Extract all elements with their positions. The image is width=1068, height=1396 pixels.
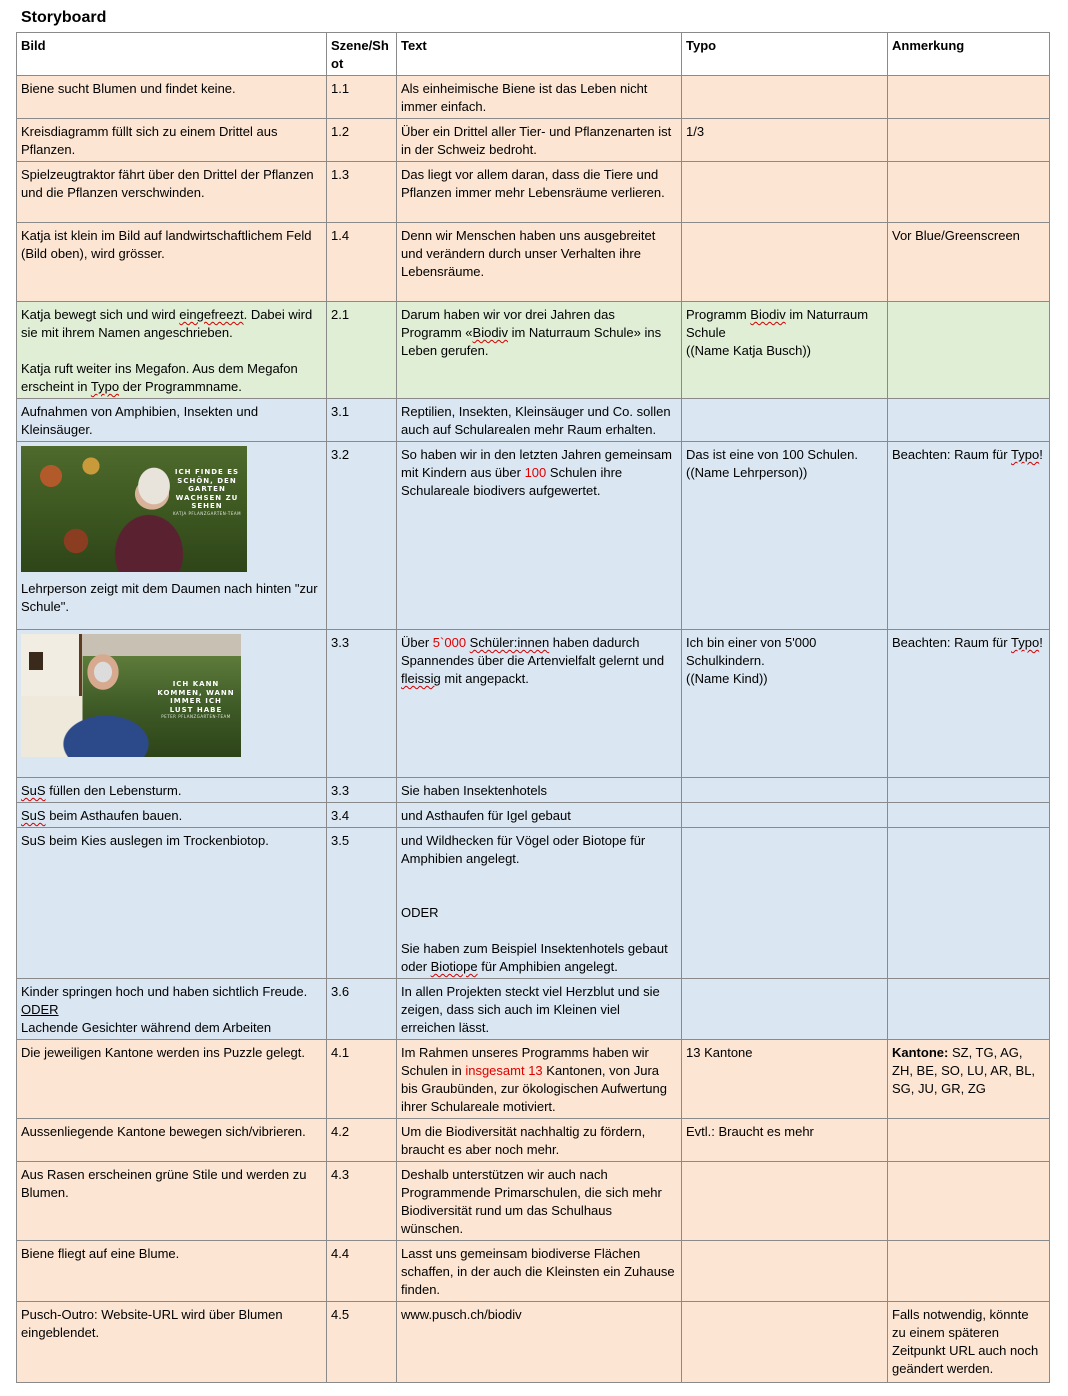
table-row xyxy=(17,1302,1050,1383)
typo-part: ((Name Kind)) xyxy=(686,671,768,686)
cell-szene: 3.4 xyxy=(327,803,397,828)
bild-text: füllen den Lebensturm. xyxy=(45,783,182,798)
bild-text: beim Asthaufen bauen. xyxy=(45,808,183,823)
cell-bild: Biene sucht Blumen und findet keine. xyxy=(17,76,327,119)
cell-szene: 3.2 xyxy=(327,442,397,630)
table-row xyxy=(17,630,1050,778)
text-or: ODER xyxy=(401,905,439,920)
cell-typo xyxy=(682,1302,888,1383)
typo-part: Ich bin einer von 5'000 Schulkindern. xyxy=(686,635,817,668)
anm-part: Beachten: Raum für xyxy=(892,635,1011,650)
text-spellcheck: Biodiv xyxy=(472,325,508,340)
cell-anmerkung xyxy=(888,630,1050,778)
cell-text: Um die Biodiversität nachhaltig zu fördern, braucht es aber noch mehr. xyxy=(397,1119,682,1162)
header-typo: Typo xyxy=(682,33,888,76)
cell-typo xyxy=(682,302,888,399)
cell-text: In allen Projekten steckt viel Herzblut und sie zeigen, dass sich auch im Kleinen viel erreichen lässt. xyxy=(397,979,682,1040)
bild-text: der Programmname. xyxy=(119,379,242,394)
photo-teacher-garden xyxy=(21,446,247,572)
cell-szene: 3.6 xyxy=(327,979,397,1040)
cell-szene: 1.3 xyxy=(327,162,397,223)
document-title: Storyboard xyxy=(21,9,107,26)
cell-bild xyxy=(17,803,327,828)
cell-anmerkung xyxy=(888,162,1050,223)
cell-bild: Spielzeugtraktor fährt über den Drittel der Pflanzen und die Pflanzen verschwinden. xyxy=(17,162,327,223)
cell-typo xyxy=(682,630,888,778)
anm-part: ! xyxy=(1039,447,1043,462)
cell-bild: Die jeweiligen Kantone werden ins Puzzle gelegt. xyxy=(17,1040,327,1119)
cell-bild xyxy=(17,979,327,1040)
cell-typo xyxy=(682,162,888,223)
cell-typo: 13 Kantone xyxy=(682,1040,888,1119)
cell-typo xyxy=(682,979,888,1040)
cell-anmerkung xyxy=(888,302,1050,399)
cell-anmerkung xyxy=(888,119,1050,162)
text-spellcheck: Schüler:innen xyxy=(469,635,550,650)
cell-text xyxy=(397,1040,682,1119)
photo-man-garden xyxy=(21,634,241,757)
cell-text xyxy=(397,442,682,630)
cell-bild xyxy=(17,442,327,630)
table-row xyxy=(17,979,1050,1040)
cell-text xyxy=(397,630,682,778)
cell-szene: 3.1 xyxy=(327,399,397,442)
typo-part: Programm xyxy=(686,307,751,322)
text-part: Darum haben wir vor drei Jahren das Programm « xyxy=(401,307,615,340)
bild-text-spellcheck: eingefreezt xyxy=(179,307,244,322)
table-row xyxy=(17,1162,1050,1241)
text-part: Im Rahmen unseres Programms haben wir Schulen in xyxy=(401,1045,649,1078)
table-row xyxy=(17,1119,1050,1162)
cell-bild: SuS beim Kies auslegen im Trockenbiotop. xyxy=(17,828,327,979)
anm-part: SZ, TG, AG, ZH, BE, SO, LU, AR, BL, SG, JU, GR, ZG xyxy=(892,1045,1036,1096)
cell-bild xyxy=(17,630,327,778)
header-szene: Szene/Sh ot xyxy=(327,33,397,76)
cell-szene: 3.3 xyxy=(327,630,397,778)
anm-part: ! xyxy=(1039,635,1043,650)
storyboard-table xyxy=(16,32,1050,1383)
cell-szene: 3.3 xyxy=(327,778,397,803)
photo-quote: ICH FINDE ES SCHÖN, DEN GARTEN WACHSEN ZU SEHEN xyxy=(174,468,240,510)
cell-anmerkung xyxy=(888,399,1050,442)
cell-text: Deshalb unterstützen wir auch nach Programmende Primarschulen, die sich mehr Biodiversität rund um das Schulhaus wünschen. xyxy=(397,1162,682,1241)
header-text: Text xyxy=(397,33,682,76)
cell-szene: 2.1 xyxy=(327,302,397,399)
typo-part: ((Name Lehrperson)) xyxy=(686,465,808,480)
cell-anmerkung xyxy=(888,1040,1050,1119)
cell-szene: 1.1 xyxy=(327,76,397,119)
cell-szene: 4.5 xyxy=(327,1302,397,1383)
cell-anmerkung xyxy=(888,442,1050,630)
cell-anmerkung xyxy=(888,803,1050,828)
bild-text: Kinder springen hoch und haben sichtlich Freude. xyxy=(21,984,308,999)
photo-caption: PETER PFLANZGARTEN-TEAM xyxy=(161,714,231,719)
cell-typo xyxy=(682,1241,888,1302)
text-part: im Naturraum Schule» ins Leben gerufen. xyxy=(401,325,662,358)
text-part: Kantonen, von Jura bis Graubünden, zur ökologischen Aufwertung ihrer Schulareale motiviert. xyxy=(401,1063,667,1114)
bild-text: Lachende Gesichter während dem Arbeiten xyxy=(21,1020,272,1035)
photo-quote: ICH KANN KOMMEN, WANN IMMER ICH LUST HABE xyxy=(157,680,235,714)
table-row xyxy=(17,1040,1050,1119)
table-row xyxy=(17,399,1050,442)
text-part: So haben wir in den letzten Jahren gemeinsam mit Kindern aus über xyxy=(401,447,672,480)
table-row xyxy=(17,828,1050,979)
table-row xyxy=(17,803,1050,828)
cell-szene: 1.2 xyxy=(327,119,397,162)
table-row xyxy=(17,223,1050,302)
cell-anmerkung xyxy=(888,979,1050,1040)
cell-text xyxy=(397,302,682,399)
cell-typo xyxy=(682,76,888,119)
cell-text xyxy=(397,828,682,979)
cell-typo: Evtl.: Braucht es mehr xyxy=(682,1119,888,1162)
header-anmerkung: Anmerkung xyxy=(888,33,1050,76)
cell-bild: Aus Rasen erscheinen grüne Stile und werden zu Blumen. xyxy=(17,1162,327,1241)
cell-anmerkung: Falls notwendig, könnte zu einem späteren Zeitpunkt URL auch noch geändert werden. xyxy=(888,1302,1050,1383)
bild-text-spellcheck: Typo xyxy=(90,379,120,394)
text-highlight: 100 xyxy=(524,465,547,480)
table-row xyxy=(17,778,1050,803)
text-part: mit angepackt. xyxy=(440,671,529,686)
text-part: Schulen ihre Schulareale biodivers aufgewertet. xyxy=(401,465,623,498)
text-highlight: 5`000 xyxy=(432,635,467,650)
table-row xyxy=(17,162,1050,223)
cell-anmerkung xyxy=(888,828,1050,979)
cell-bild: Biene fliegt auf eine Blume. xyxy=(17,1241,327,1302)
bild-text: Lehrperson zeigt mit dem Daumen nach hinten "zur Schule". xyxy=(21,581,318,614)
cell-anmerkung xyxy=(888,76,1050,119)
text-part: haben dadurch Spannendes über die Artenvielfalt gelernt und xyxy=(401,635,665,668)
cell-text: Reptilien, Insekten, Kleinsäuger und Co. sollen auch auf Schularealen mehr Raum erhalten. xyxy=(397,399,682,442)
cell-anmerkung: Vor Blue/Greenscreen xyxy=(888,223,1050,302)
photo-caption: KATJA PFLANZGARTEN-TEAM xyxy=(172,510,242,516)
cell-bild xyxy=(17,778,327,803)
cell-text: Lasst uns gemeinsam biodiverse Flächen schaffen, in der auch die Kleinsten ein Zuhause finden. xyxy=(397,1241,682,1302)
cell-typo: 1/3 xyxy=(682,119,888,162)
cell-anmerkung xyxy=(888,1162,1050,1241)
cell-szene: 3.5 xyxy=(327,828,397,979)
table-row xyxy=(17,442,1050,630)
bild-spellcheck: SuS xyxy=(21,808,46,823)
table-row xyxy=(17,1241,1050,1302)
cell-typo xyxy=(682,778,888,803)
cell-typo xyxy=(682,1162,888,1241)
cell-text: Das liegt vor allem daran, dass die Tiere und Pflanzen immer mehr Lebensräume verlieren. xyxy=(397,162,682,223)
anm-part: Beachten: Raum für xyxy=(892,447,1011,462)
text-highlight: insgesamt 13 xyxy=(465,1063,543,1078)
photo-house xyxy=(21,634,82,696)
cell-text: Sie haben Insektenhotels xyxy=(397,778,682,803)
cell-bild: Aufnahmen von Amphibien, Insekten und Kleinsäuger. xyxy=(17,399,327,442)
text-part: Sie haben zum Beispiel Insektenhotels gebaut oder xyxy=(401,941,668,974)
cell-bild: Katja ist klein im Bild auf landwirtschaftlichem Feld (Bild oben), wird grösser. xyxy=(17,223,327,302)
cell-typo xyxy=(682,442,888,630)
cell-bild: Kreisdiagramm füllt sich zu einem Drittel aus Pflanzen. xyxy=(17,119,327,162)
cell-szene: 4.2 xyxy=(327,1119,397,1162)
bild-or: ODER xyxy=(21,1002,59,1017)
cell-typo xyxy=(682,803,888,828)
text-part: Über xyxy=(401,635,433,650)
bild-text: . Dabei wird sie mit ihrem Namen angeschrieben. xyxy=(21,307,313,340)
table-row xyxy=(17,119,1050,162)
anm-bold: Kantone: xyxy=(892,1045,949,1060)
cell-bild: Aussenliegende Kantone bewegen sich/vibrieren. xyxy=(17,1119,327,1162)
cell-szene: 1.4 xyxy=(327,223,397,302)
typo-spellcheck: Biodiv xyxy=(750,307,786,322)
cell-typo xyxy=(682,223,888,302)
anm-spellcheck: Typo xyxy=(1011,447,1040,462)
table-header-row xyxy=(17,33,1050,76)
typo-part: Das ist eine von 100 Schulen. xyxy=(686,447,858,462)
bild-text: Katja ruft weiter ins Megafon. Aus dem Megafon erscheint in xyxy=(21,361,298,394)
cell-typo xyxy=(682,828,888,979)
cell-text: Als einheimische Biene ist das Leben nicht immer einfach. xyxy=(397,76,682,119)
cell-text: und Asthaufen für Igel gebaut xyxy=(397,803,682,828)
text-part: und Wildhecken für Vögel oder Biotope für Amphibien angelegt. xyxy=(401,833,646,866)
cell-anmerkung xyxy=(888,1241,1050,1302)
cell-text: Über ein Drittel aller Tier- und Pflanzenarten ist in der Schweiz bedroht. xyxy=(397,119,682,162)
typo-part: ((Name Katja Busch)) xyxy=(686,343,811,358)
typo-part: im Naturraum Schule xyxy=(686,307,869,340)
cell-text: Denn wir Menschen haben uns ausgebreitet und verändern durch unser Verhalten ihre Lebensräume. xyxy=(397,223,682,302)
table-row xyxy=(17,76,1050,119)
table-row xyxy=(17,302,1050,399)
anm-spellcheck: Typo xyxy=(1011,635,1040,650)
text-part: für Amphibien angelegt. xyxy=(477,959,618,974)
cell-typo xyxy=(682,399,888,442)
cell-text: www.pusch.ch/biodiv xyxy=(397,1302,682,1383)
cell-anmerkung xyxy=(888,778,1050,803)
header-bild: Bild xyxy=(17,33,327,76)
cell-anmerkung xyxy=(888,1119,1050,1162)
bild-text: Katja bewegt sich und wird xyxy=(21,307,180,322)
cell-szene: 4.3 xyxy=(327,1162,397,1241)
cell-szene: 4.4 xyxy=(327,1241,397,1302)
text-spellcheck: fleissig xyxy=(401,671,441,686)
cell-bild xyxy=(17,302,327,399)
cell-szene: 4.1 xyxy=(327,1040,397,1119)
bild-spellcheck: SuS xyxy=(21,783,46,798)
cell-bild: Pusch-Outro: Website-URL wird über Blumen eingeblendet. xyxy=(17,1302,327,1383)
text-spellcheck: Biotiope xyxy=(430,959,478,974)
